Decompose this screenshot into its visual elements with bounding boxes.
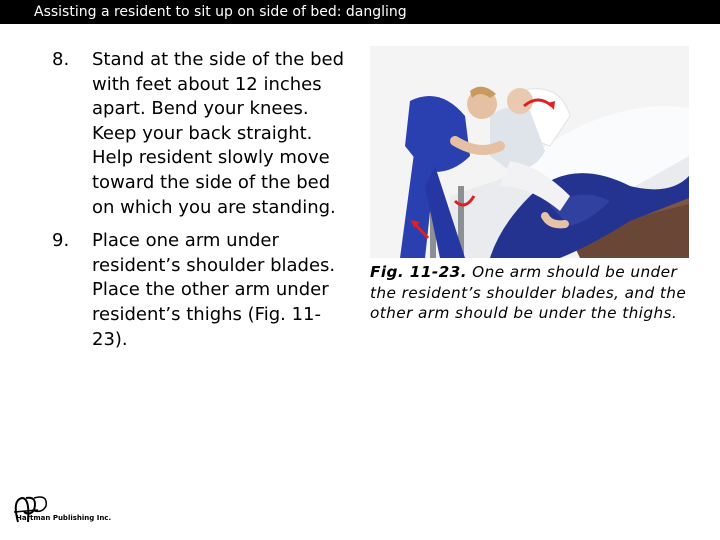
caregiver-assisting-resident-illustration <box>370 46 689 258</box>
figure-label: Fig. 11-23. <box>370 263 467 281</box>
step-8 <box>52 48 352 220</box>
slide-title: Assisting a resident to sit up on side of bed: dangling <box>34 4 407 20</box>
title-bar <box>0 0 720 24</box>
step-number: 9. <box>52 230 70 252</box>
figure-caption <box>370 262 690 324</box>
step-9 <box>52 229 352 352</box>
publisher-name: Hartman Publishing Inc. <box>16 514 112 522</box>
publisher-logo <box>8 492 112 532</box>
step-number: 8. <box>52 49 70 70</box>
step-text: Place one arm under resident’s shoulder blades. Place the other arm under resident’s thighs (Fig. 11-23). <box>92 230 336 350</box>
step-text: Stand at the side of the bed with feet about 12 inches apart. Bend your knees. Keep your back straight. Help resident slowly move toward the side of the bed on which you are standing. <box>92 49 344 218</box>
steps-list <box>52 48 352 352</box>
hp-monogram-icon <box>8 492 112 532</box>
figure-photo <box>370 46 689 258</box>
figure-caption-text: One arm should be under the resident’s shoulder blades, and the other arm should be under the thighs. <box>370 263 687 323</box>
